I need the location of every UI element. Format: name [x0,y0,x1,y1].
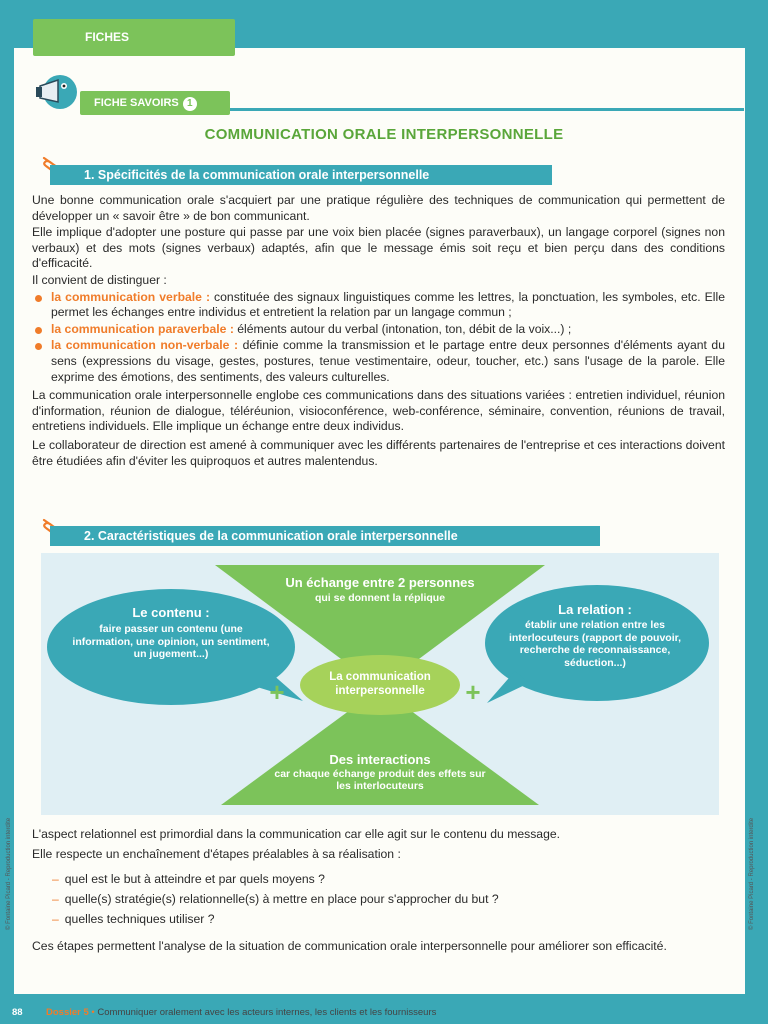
right-subtitle: établir une relation entre les interlocuteurs (rapport de pouvoir, recherche de reconnaissance, séduction...) [508,619,682,669]
step-text: quelles techniques utiliser ? [64,912,215,926]
section-1-heading: 1. Spécificités de la communication orale interpersonnelle [50,165,552,185]
fiche-savoirs-tab [80,91,230,115]
footer-dossier: Dossier 5 [46,1007,89,1018]
bullet-item [32,290,725,321]
bullet-dot-icon [35,327,42,334]
paragraph: Elle implique d'adopter une posture qui passe par une voix bien placée (signes paraverbaux), un langage corporel (signes non verbaux) et des mots (signes verbaux) adaptés, afin que le message émis soit reçu et bien perçu dans des conditions d'efficacité. [32,225,725,271]
bottom-title: Des interactions [329,752,431,767]
bullet-item [32,338,725,385]
fiche-number-badge: 1 [183,97,197,111]
footer-description: Communiquer oralement avec les acteurs internes, les clients et les fournisseurs [97,1007,437,1018]
step-text: quel est le but à atteindre et par quels moyens ? [64,872,325,886]
bullet-text: définie comme la transmission et le partage entre deux personnes d'éléments ayant du sens (expressions du visage, gestes, postures, tenue vestimentaire, odeur, toucher, etc.) sans l'usage de la parole. Elle exprime des émotions, des sentiments, des valeurs culturelles. [51,338,725,384]
plus-sign-left: + [269,677,285,707]
fiche-savoirs-label: FICHE SAVOIRS [94,97,179,109]
dash-icon: – [52,912,59,926]
page-footer [0,1000,768,1024]
page-title: COMMUNICATION ORALE INTERPERSONNELLE [204,126,564,143]
plus-sign-right: + [465,677,481,707]
bullet-term: la communication verbale : [51,289,211,304]
bullet-dot-icon [35,343,42,350]
bullet-text: constituée des signaux linguistiques comme les lettres, la ponctuation, les symboles, etc. Elle permet les échanges entre individus et entretient la relation par un langage commun ; [51,289,725,320]
dash-icon: – [52,872,59,886]
step-text: quelle(s) stratégie(s) relationnelle(s) à mettre en place pour s'approcher du but ? [64,892,499,906]
steps-list [52,872,499,926]
bullet-term: la communication non-verbale : [51,338,239,353]
bullet-item [32,322,725,338]
bottom-subtitle: car chaque échange produit des effets sur les interlocuteurs [274,768,486,792]
page-number: 88 [2,1006,40,1020]
communication-diagram [41,553,719,815]
right-title: La relation : [558,602,632,617]
paragraph: Une bonne communication orale s'acquiert par une pratique régulière des techniques de communication qui permettent de développer un « savoir être » de bon communicant. [32,193,725,223]
after-text [32,826,725,863]
center-label: La communication interpersonnelle [329,671,431,697]
bullet-term: la communication paraverbale : [51,321,234,336]
credit-right: © Fontaine Picard - Reproduction interdite [749,817,755,930]
section-1-body [32,193,725,470]
conclusion-text [32,938,725,955]
bullet-text: éléments autour du verbal (intonation, ton, débit de la voix...) ; [233,321,572,336]
step-item [52,912,499,926]
paragraph: Le collaborateur de direction est amené à communiquer avec les différents partenaires de l'entreprise et ces interactions doivent être étudiées afin d'éviter les quiproquos et autres malentendus. [32,437,725,468]
fiches-tab: FICHES [33,19,235,56]
paragraph: L'aspect relationnel est primordial dans la communication car elle agit sur le contenu du message. [32,827,561,841]
paragraph: Ces étapes permettent l'analyse de la situation de communication orale interpersonnelle pour améliorer son efficacité. [32,939,667,953]
left-title: Le contenu : [132,605,210,620]
section-2-heading: 2. Caractéristiques de la communication orale interpersonnelle [50,526,600,546]
credit-left: © Fontaine Picard - Reproduction interdite [6,817,12,930]
top-subtitle: qui se donnent la réplique [314,592,446,604]
megaphone-mascot-icon [34,72,80,112]
footer-text [46,1007,436,1018]
paragraph: La communication orale interpersonnelle englobe ces communications dans des situations variées : entretien individuel, réunion d'information, réunion de dialogue, téléréunion, visioconférence, web-conférence, séminaire, convention, réunions de travail, entretiens individuels. Elle implique un échange entre deux individus. [32,388,725,434]
left-subtitle: faire passer un contenu (une information, une opinion, un sentiment, un jugement...) [72,623,270,660]
footer-separator: • [88,1007,98,1018]
dash-icon: – [52,892,59,906]
paragraph: Il convient de distinguer : [32,272,167,287]
top-title: Un échange entre 2 personnes [285,575,475,590]
step-item [52,872,499,886]
step-item [52,892,499,906]
bullet-dot-icon [35,295,42,302]
paragraph: Elle respecte un enchaînement d'étapes préalables à sa réalisation : [32,847,401,861]
